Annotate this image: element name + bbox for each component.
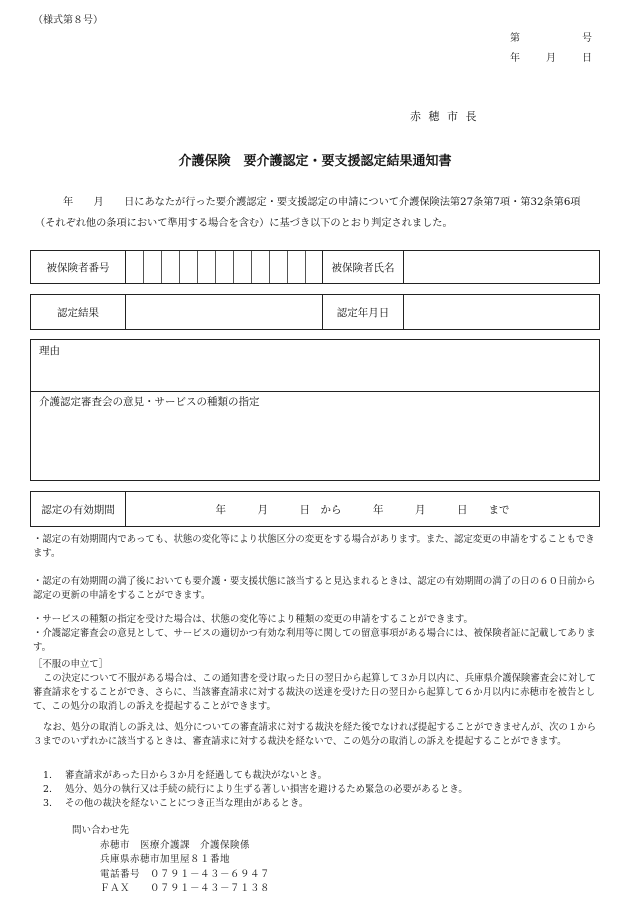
list-item-text: 処分、処分の執行又は手続の続行により生ずる著しい損害を避けるため緊急の必要があるとき。 [65,784,468,795]
insured-name-value[interactable] [404,251,599,283]
insured-name-label: 被保険者氏名 [323,251,404,283]
list-item-text: その他の裁決を経ないことにつき正当な理由があるとき。 [65,798,309,809]
issue-day: 日 [582,53,592,64]
reason-divider [31,391,599,392]
note-1: ・認定の有効期間内であっても、状態の変化等により状態区分の変更をする場合があります。また、認定変更の申請をすることもできます。 [33,534,595,559]
list-item [33,783,601,797]
insured-number-digit[interactable] [144,251,162,283]
insured-number-digit[interactable] [270,251,288,283]
document-number [510,29,592,44]
list-item-number: 2. [43,784,52,795]
contact-block [72,824,270,897]
issue-month: 月 [546,53,556,64]
contact-fax: ＦＡＸ ０７９１－４３－７１３８ [100,883,271,894]
result-value[interactable] [126,295,323,329]
list-item [33,769,601,783]
insured-number-spacer [306,251,323,283]
note-3: ・サービスの種類の指定を受けた場合は、状態の変化等により種類の変更の申請をすることができます。 [33,614,473,625]
intro-paragraph: 年 月 日にあなたが行った要介護認定・要支援認定の申請について介護保険法第27条第7項・第32条第6項（それぞれ他の条項において準用する場合を含む）に基づき以下のとおり判定されました。 [35,197,581,229]
form-number: （様式第８号） [33,15,103,26]
validity-value: 年 月 日 から 年 月 日 まで [215,503,510,516]
list-item [33,797,601,811]
appeal-paragraph-1: この決定について不服がある場合は、この通知書を受け取った日の翌日から起算して３か月以内に、兵庫県介護保険審査会に対して審査請求をすることができ、さらに、当該審査請求に対する裁決の送達を受けた日の翌日から起算して６か月以内に赤穂市を被告として、この処分の取消しの訴えを提起することができます。 [33,673,596,712]
insured-number-digit[interactable] [234,251,252,283]
insured-number-digit[interactable] [216,251,234,283]
insured-number-label: 被保険者番号 [31,251,126,283]
exceptions-list [33,769,601,811]
list-item-number: 3. [43,798,52,809]
sender: 赤 穂 市 長 [410,110,479,123]
validity-row [30,491,600,527]
appeal-heading: ［不服の申立て］ [33,659,109,670]
reason-label: 理由 [39,345,60,357]
insured-number-digit[interactable] [198,251,216,283]
cert-date-label: 認定年月日 [323,295,404,329]
contact-phone: 電話番号 ０７９１－４３－６９４７ [100,868,271,880]
list-item-number: 1. [43,770,52,781]
contact-dept: 赤穂市 医療介護課 介護保険係 [100,839,251,851]
number-suffix: 号 [582,33,592,44]
insured-number-digit[interactable] [288,251,306,283]
validity-label: 認定の有効期間 [31,492,126,526]
insured-number-digit[interactable] [252,251,270,283]
insured-row [30,250,600,284]
appeal-paragraph-2: なお、処分の取消しの訴えは、処分についての審査請求に対する裁決を経た後でなければ提起することができませんが、次の１から３までのいずれかに該当するときは、審査請求に対する裁決を経ないで、この処分の取消しの訴えを提起することができます。 [33,722,596,747]
reason-opinion-box [30,339,600,481]
insured-number-digit[interactable] [180,251,198,283]
cert-date-value[interactable] [404,295,599,329]
result-label: 認定結果 [31,295,126,329]
number-prefix: 第 [510,33,520,44]
contact-address: 兵庫県赤穂市加里屋８１番地 [100,854,231,865]
issue-year: 年 [510,53,520,64]
insured-number-digit[interactable] [162,251,180,283]
result-row [30,294,600,330]
note-2: ・認定の有効期間の満了後においても要介護・要支援状態に該当すると見込まれるときは、認定の有効期間の満了の日の６０日前から認定の更新の申請をすることができます。 [33,576,596,601]
contact-title: 問い合わせ先 [72,825,130,836]
insured-number-digit[interactable] [126,251,144,283]
document-title: 介護保険 要介護認定・要支援認定結果通知書 [178,154,452,169]
issue-date [510,49,592,64]
list-item-text: 審査請求があった日から３か月を経過しても裁決がないとき。 [65,770,328,781]
opinion-label: 介護認定審査会の意見・サービスの種類の指定 [39,396,260,408]
note-4: ・介護認定審査会の意見として、サービスの適切かつ有効な利用等に関しての留意事項がある場合には、被保険者証に記載してあります。 [33,628,596,653]
